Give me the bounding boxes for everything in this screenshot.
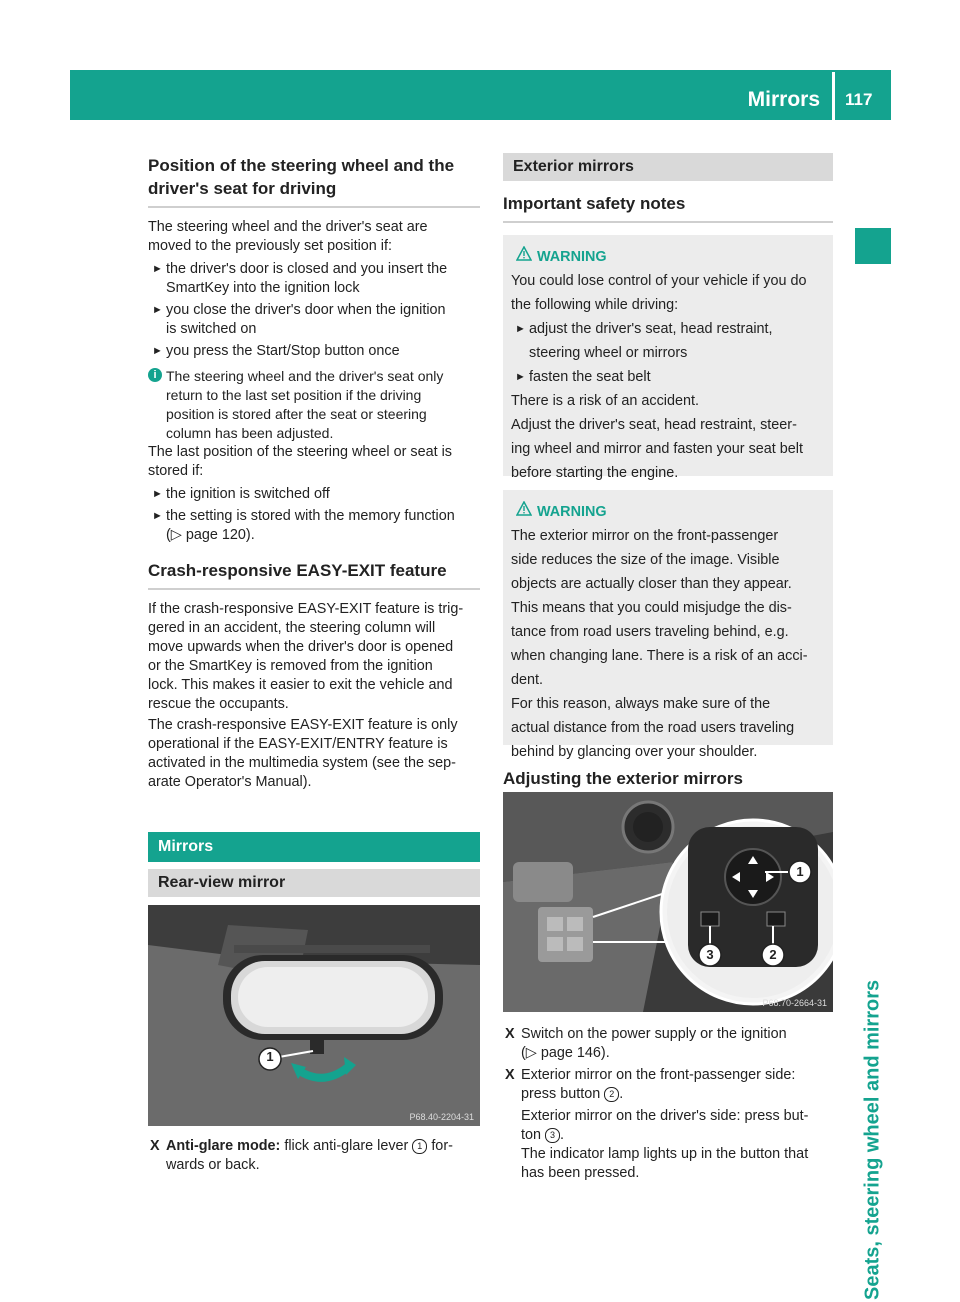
figure-code: P68.40-2204-31 (409, 1112, 474, 1122)
page-number: 117 (845, 90, 873, 109)
warning-box-1: WARNING You could lose control of your vehicle if you do the following while driving: ► adjust the driver's seat, head restraint, steering wheel or mirrors ► fasten the seat belt There is a risk of an accident. Adjust the driver's seat, head restraint, steer- ing wheel and mirror and fasten your seat belt before starting the engine. (503, 235, 833, 476)
warning-icon (516, 246, 532, 261)
list-item: ► the setting is stored with the memory function (▷ page 120). (152, 508, 455, 543)
section-heading-safety: Important safety notes (503, 194, 686, 213)
page-title: Mirrors (747, 88, 820, 111)
list-item: ► you press the Start/Stop button once (152, 343, 400, 359)
warning-label: WARNING (537, 249, 607, 265)
rear-view-mirror-figure (148, 905, 480, 1126)
section-heading-crash: Crash-responsive EASY-EXIT feature (148, 561, 447, 580)
list-item: ► you close the driver's door when the ignition is switched on (152, 302, 446, 337)
warning-label: WARNING (537, 504, 607, 520)
instruction-step: X Exterior mirror on the front-passenger side: press button 2 . Exterior mirror on the driver's side: press but- ton 3 . The indicator lamp lights up in the button that has been pressed. (505, 1067, 809, 1181)
instruction-antiglare: X Anti-glare mode: flick anti-glare lever 1 for- wards or back. (150, 1138, 453, 1173)
list-item: ► the ignition is switched off (152, 486, 330, 502)
info-icon: i (148, 368, 162, 382)
info-note: i The steering wheel and the driver's seat only return to the last set position if the driving position is stored after the seat or steering column has been adjusted. (148, 367, 480, 443)
chapter-side-label: Seats, steering wheel and mirrors (861, 979, 884, 1300)
paragraph: The last position of the steering wheel or seat is (148, 444, 452, 460)
adjusting-steps (503, 1025, 833, 1183)
page-ref-icon: ▷ (170, 527, 182, 543)
warning-box-2: WARNING The exterior mirror on the front-passenger side reduces the size of the image. Visible objects are actually closer than they appear. This means that you could misjudge the dis- tance from road users traveling behind, e.g. when changing lane. There is a risk of an acci- dent. For this reason, always make sure of the actual distance from the road users traveling behind by glancing over your shoulder. (503, 490, 833, 745)
list-item: ► adjust the driver's seat, head restraint, steering wheel or mirrors (515, 321, 773, 361)
divider (503, 221, 833, 223)
divider (148, 206, 480, 208)
section-heading-adjusting: Adjusting the exterior mirrors (503, 769, 743, 788)
paragraph: stored if: (148, 463, 204, 479)
header-divider (832, 72, 835, 120)
section-bar-exterior: Exterior mirrors (503, 153, 833, 181)
right-column (503, 192, 833, 798)
callout-ref-1: 1 (412, 1139, 427, 1154)
door-panel-illustration (503, 792, 833, 1012)
callout-1: 1 (796, 864, 804, 879)
divider (148, 588, 480, 590)
rear-view-mirror-illustration (148, 905, 480, 1126)
instruction-step: X Switch on the power supply or the ignition (▷ page 146). (505, 1026, 787, 1061)
callout-2: 2 (769, 947, 777, 962)
exterior-mirror-control-figure (503, 792, 833, 1012)
crash-paragraph-2: The crash-responsive EASY-EXIT feature is only operational if the EASY-EXIT/ENTRY feature is activated in the multimedia system (see the sep- arate Operator's Manual). (148, 717, 458, 790)
crash-paragraph-1: If the crash-responsive EASY-EXIT feature is trig- gered in an accident, the steering column will move upwards when the driver's door is opened or the SmartKey is removed from the ignition lock. This makes it easier to exit the vehicle and rescue the occupants. (148, 601, 464, 712)
callout-3: 3 (706, 947, 714, 962)
callout-ref-2: 2 (604, 1087, 619, 1102)
figure-code: P68.70-2664-31 (762, 998, 827, 1008)
section-bar-rearview: Rear-view mirror (148, 869, 480, 897)
paragraph: The steering wheel and the driver's seat are (148, 219, 428, 235)
warning-icon (516, 501, 532, 516)
left-column (148, 154, 480, 792)
chapter-tab-marker (855, 228, 891, 264)
callout-ref-3: 3 (545, 1128, 560, 1143)
list-item: ► fasten the seat belt (515, 369, 651, 385)
section-bar-mirrors: Mirrors (148, 832, 480, 862)
callout-1: 1 (266, 1049, 274, 1064)
section-heading-position: Position of the steering wheel and the driver's seat for driving (148, 156, 455, 198)
paragraph: moved to the previously set position if: (148, 238, 392, 254)
page-ref-icon: ▷ (525, 1045, 537, 1061)
list-item: ► the driver's door is closed and you insert the SmartKey into the ignition lock (152, 261, 448, 296)
